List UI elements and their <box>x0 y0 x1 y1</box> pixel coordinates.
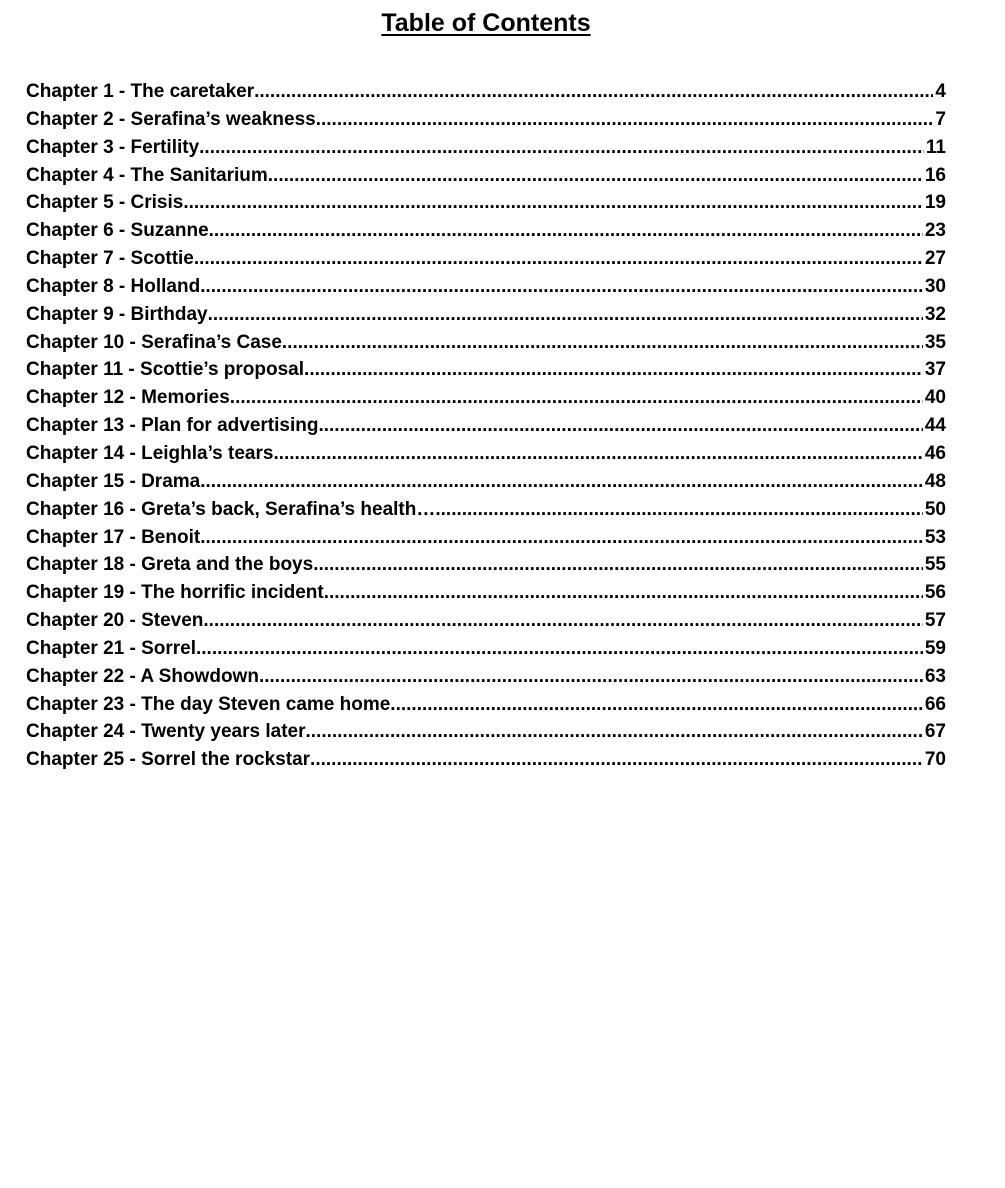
toc-entry-label: Chapter 15 - Drama <box>26 470 201 492</box>
toc-entry[interactable] <box>26 220 946 248</box>
dot-leader <box>209 220 923 242</box>
toc-entry-label: Chapter 20 - Steven <box>26 610 204 632</box>
toc-entry[interactable] <box>26 359 946 387</box>
dot-leader <box>310 749 923 771</box>
toc-title: Table of Contents <box>381 9 591 37</box>
toc-entry-label: Chapter 17 - Benoit <box>26 526 201 548</box>
toc-entry-label: Chapter 5 - Crisis <box>26 192 184 214</box>
toc-entry-label: Chapter 25 - Sorrel the rockstar <box>26 749 311 771</box>
toc-entry-page: 32 <box>924 303 946 325</box>
toc-entry-page: 53 <box>924 526 946 548</box>
toc-entry[interactable] <box>26 582 946 610</box>
toc-entry[interactable] <box>26 81 946 109</box>
toc-entry[interactable] <box>26 415 946 443</box>
dot-leader <box>183 192 923 214</box>
dot-leader <box>200 276 923 298</box>
dot-leader <box>194 248 923 270</box>
dot-leader <box>259 666 923 688</box>
toc-entry-page: 48 <box>924 470 946 492</box>
dot-leader <box>305 721 922 743</box>
dot-leader <box>390 694 923 716</box>
toc-entry-page: 70 <box>924 749 946 771</box>
toc-entry-page: 7 <box>935 108 946 130</box>
toc-entry-label: Chapter 11 - Scottie’s proposal <box>26 359 305 381</box>
dot-leader <box>199 137 924 159</box>
dot-leader <box>316 109 934 131</box>
toc-entry[interactable] <box>26 387 946 415</box>
toc-entry-page: 44 <box>924 415 946 437</box>
dot-leader <box>324 582 923 604</box>
toc-entry-page: 35 <box>924 331 946 353</box>
toc-entry-label: Chapter 22 - A Showdown <box>26 665 259 687</box>
toc-entry[interactable] <box>26 721 946 749</box>
dot-leader <box>268 165 923 187</box>
toc-entry-page: 11 <box>925 136 946 158</box>
dot-leader <box>282 332 923 354</box>
toc-entry[interactable] <box>26 666 946 694</box>
toc-entry-page: 27 <box>924 248 946 270</box>
toc-entry-label: Chapter 16 - Greta’s back, Serafina’s health… <box>26 498 436 520</box>
dot-leader <box>203 610 922 632</box>
toc-entry[interactable] <box>26 554 946 582</box>
dot-leader <box>208 304 923 326</box>
toc-entry-page: 55 <box>924 554 946 576</box>
toc-entry-page: 30 <box>924 275 946 297</box>
toc-entry[interactable] <box>26 276 946 304</box>
toc-entry-label: Chapter 13 - Plan for advertising <box>26 415 319 437</box>
toc-entry[interactable] <box>26 638 946 666</box>
dot-leader <box>196 638 923 660</box>
toc-entry-label: Chapter 24 - Twenty years later <box>26 721 306 743</box>
toc-entry-page: 67 <box>924 721 946 743</box>
toc-entry-page: 40 <box>924 387 946 409</box>
toc-entry[interactable] <box>26 694 946 722</box>
toc-entry[interactable] <box>26 610 946 638</box>
dot-leader <box>200 527 923 549</box>
toc-entry-page: 63 <box>924 665 946 687</box>
toc-entry-page: 56 <box>924 582 946 604</box>
dot-leader <box>318 415 922 437</box>
toc-entry-label: Chapter 6 - Suzanne <box>26 220 209 242</box>
table-of-contents <box>26 81 946 777</box>
toc-entry[interactable] <box>26 443 946 471</box>
toc-entry[interactable] <box>26 109 946 137</box>
dot-leader <box>313 554 923 576</box>
toc-entry-label: Chapter 12 - Memories <box>26 387 230 409</box>
toc-entry[interactable] <box>26 304 946 332</box>
dot-leader <box>273 443 922 465</box>
toc-entry-page: 16 <box>924 164 946 186</box>
toc-entry-page: 46 <box>924 442 946 464</box>
toc-entry-label: Chapter 3 - Fertility <box>26 136 200 158</box>
toc-entry-page: 66 <box>924 693 946 715</box>
toc-entry-label: Chapter 14 - Leighla’s tears <box>26 442 274 464</box>
dot-leader <box>200 471 923 493</box>
toc-entry[interactable] <box>26 332 946 360</box>
toc-entry-label: Chapter 7 - Scottie <box>26 248 194 270</box>
toc-entry[interactable] <box>26 192 946 220</box>
toc-entry[interactable] <box>26 165 946 193</box>
dot-leader <box>435 499 923 521</box>
toc-entry-label: Chapter 23 - The day Steven came home <box>26 693 391 715</box>
toc-entry-page: 50 <box>924 498 946 520</box>
toc-entry-label: Chapter 1 - The caretaker <box>26 81 255 102</box>
toc-entry-page: 37 <box>924 359 946 381</box>
toc-entry[interactable] <box>26 527 946 555</box>
toc-entry-label: Chapter 18 - Greta and the boys <box>26 554 314 576</box>
toc-entry-label: Chapter 10 - Serafina’s Case <box>26 331 282 353</box>
toc-entry-label: Chapter 21 - Sorrel <box>26 637 196 659</box>
toc-entry[interactable] <box>26 137 946 165</box>
toc-entry[interactable] <box>26 749 946 777</box>
toc-entry[interactable] <box>26 248 946 276</box>
toc-entry-page: 59 <box>924 637 946 659</box>
dot-leader <box>304 359 923 381</box>
toc-entry-label: Chapter 19 - The horrific incident <box>26 582 324 604</box>
dot-leader <box>254 81 933 103</box>
toc-entry-label: Chapter 4 - The Sanitarium <box>26 164 268 186</box>
dot-leader <box>230 387 923 409</box>
toc-entry-page: 19 <box>924 192 946 214</box>
toc-entry-page: 57 <box>924 610 946 632</box>
toc-entry[interactable] <box>26 499 946 527</box>
toc-entry-label: Chapter 2 - Serafina’s weakness <box>26 108 316 130</box>
toc-entry-label: Chapter 8 - Holland <box>26 275 201 297</box>
toc-entry-page: 23 <box>924 220 946 242</box>
toc-entry-label: Chapter 9 - Birthday <box>26 303 208 325</box>
toc-entry-page: 4 <box>935 81 946 102</box>
toc-entry[interactable] <box>26 471 946 499</box>
